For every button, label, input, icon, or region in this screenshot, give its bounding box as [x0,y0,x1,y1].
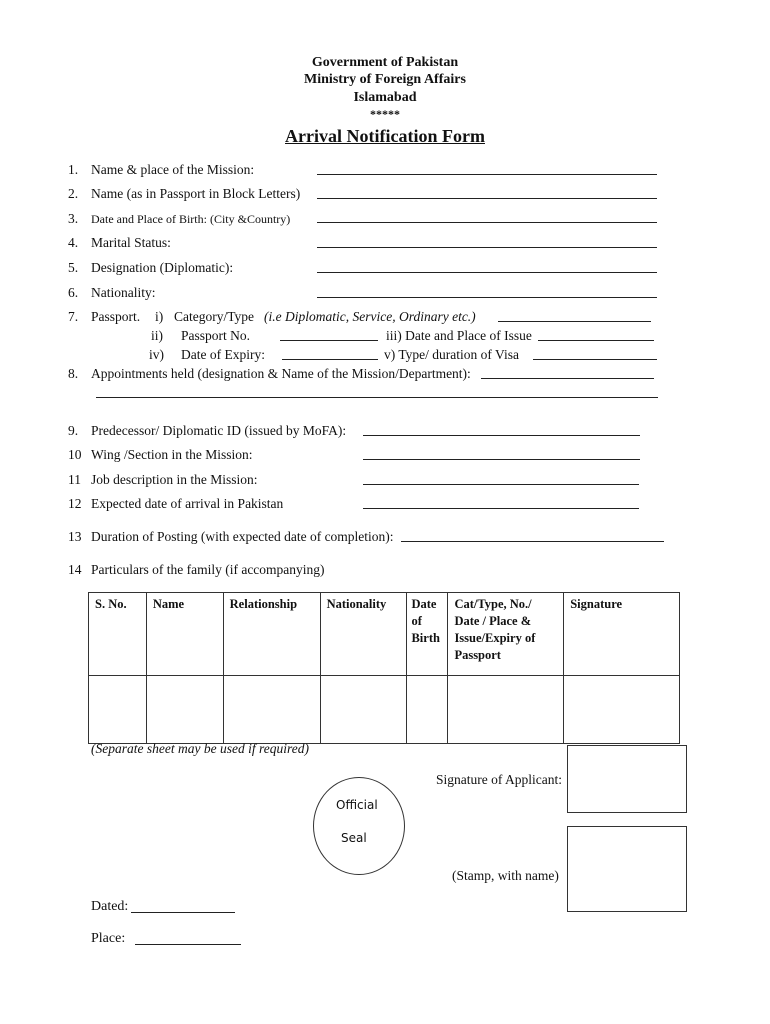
header-date-of-birth [407,593,448,676]
issue-field[interactable] [538,340,654,341]
cell-signature[interactable] [564,676,680,744]
stamp-label: (Stamp, with name) [452,868,559,883]
item-label: Predecessor/ Diplomatic ID (issued by MoFA): [91,423,347,438]
visa-field[interactable] [533,359,657,360]
header-text: Relationship [229,597,298,611]
header-text: Signature [570,597,623,611]
place-label: Place: [91,931,126,946]
header-text: Date / Place & [454,613,532,628]
place-field[interactable] [135,944,241,945]
cell-relationship[interactable] [223,676,320,744]
birth-field[interactable] [317,222,657,223]
signature-box[interactable] [567,745,687,813]
cell-sno[interactable] [89,676,147,744]
table-header-row [89,593,680,676]
item-label: Designation (Diplomatic): [91,260,234,275]
item-number: 3. [68,211,79,226]
sub-number: ii) [151,328,163,343]
item-label: Passport. [91,309,141,324]
category-type-label: Category/Type [174,309,255,324]
wing-section-field[interactable] [363,459,640,460]
header-government: Government of Pakistan [311,55,459,70]
category-type-field[interactable] [498,321,651,322]
item-number: 1. [68,162,79,177]
form-title: Arrival Notification Form [285,126,485,146]
dated-label: Dated: [91,899,129,914]
item-label: Job description in the Mission: [91,472,258,487]
item-number: 5. [68,260,79,275]
appointments-field[interactable] [481,378,654,379]
item-label: Duration of Posting (with expected date of completion): [91,529,394,544]
stamp-box[interactable] [567,826,687,912]
header-text: of [411,613,422,628]
item-number: 13 [68,529,82,544]
header-text: Cat/Type, No./ [454,597,532,611]
predecessor-field[interactable] [363,435,640,436]
arrival-date-field[interactable] [363,508,639,509]
item-label: Particulars of the family (if accompanying) [91,562,325,577]
header-nationality [320,593,407,676]
item-label: Wing /Section in the Mission: [91,447,253,462]
dated-field[interactable] [131,912,235,913]
table-row [89,676,680,744]
cell-name[interactable] [146,676,223,744]
header-ministry: Ministry of Foreign Affairs [304,72,466,87]
seal-text-seal: Seal [341,831,367,845]
issue-label: iii) Date and Place of Issue [386,328,532,343]
item-number: 2. [68,186,79,201]
item-label: Expected date of arrival in Pakistan [91,496,284,511]
item-number: 8. [68,366,79,381]
item-number: 7. [68,309,79,324]
category-type-hint: (i.e Diplomatic, Service, Ordinary etc.) [264,309,476,324]
cell-date-of-birth[interactable] [407,676,448,744]
item-number: 11 [68,472,81,487]
item-number: 4. [68,235,79,250]
job-description-field[interactable] [363,484,639,485]
cell-nationality[interactable] [320,676,407,744]
item-label: Nationality: [91,285,156,300]
item-label: Name & place of the Mission: [91,162,255,177]
official-seal-circle [313,777,405,875]
item-number: 12 [68,496,82,511]
passport-no-field[interactable] [280,340,378,341]
marital-status-field[interactable] [317,247,657,248]
item-label: Name (as in Passport in Block Letters) [91,186,301,201]
header-text: S. No. [95,597,127,611]
item-number: 10 [68,447,82,462]
name-field[interactable] [317,198,657,199]
header-passport [448,593,564,676]
appointments-field-continued[interactable] [96,397,658,398]
cell-passport[interactable] [448,676,564,744]
header-sno [89,593,147,676]
item-number: 14 [68,562,82,577]
header-signature [564,593,680,676]
sub-number: iv) [149,347,164,362]
item-number: 9. [68,423,79,438]
header-city: Islamabad [353,90,417,105]
item-label: Date and Place of Birth: (City &Country) [91,212,291,226]
seal-text-official: Official [336,798,378,812]
header-text: Date [411,597,437,611]
header-text: Issue/Expiry of [454,630,536,645]
signature-label: Signature of Applicant: [436,772,562,787]
designation-field[interactable] [317,272,657,273]
visa-label: v) Type/ duration of Visa [384,347,519,362]
expiry-field[interactable] [282,359,378,360]
header-text: Nationality [326,597,387,611]
header-name [146,593,223,676]
item-label: Marital Status: [91,235,171,250]
separate-sheet-note: (Separate sheet may be used if required) [91,741,309,756]
family-table [88,592,680,744]
posting-duration-field[interactable] [401,541,664,542]
nationality-field[interactable] [317,297,657,298]
header-stars: ***** [370,107,400,121]
item-number: 6. [68,285,79,300]
expiry-label: Date of Expiry: [181,347,265,362]
header-relationship [223,593,320,676]
header-text: Passport [454,647,501,662]
header-text: Name [152,597,185,611]
mission-field[interactable] [317,174,657,175]
passport-no-label: Passport No. [181,328,251,343]
item-label: Appointments held (designation & Name of the Mission/Department): [91,366,471,381]
header-text: Birth [411,630,440,645]
sub-number: i) [155,309,164,324]
